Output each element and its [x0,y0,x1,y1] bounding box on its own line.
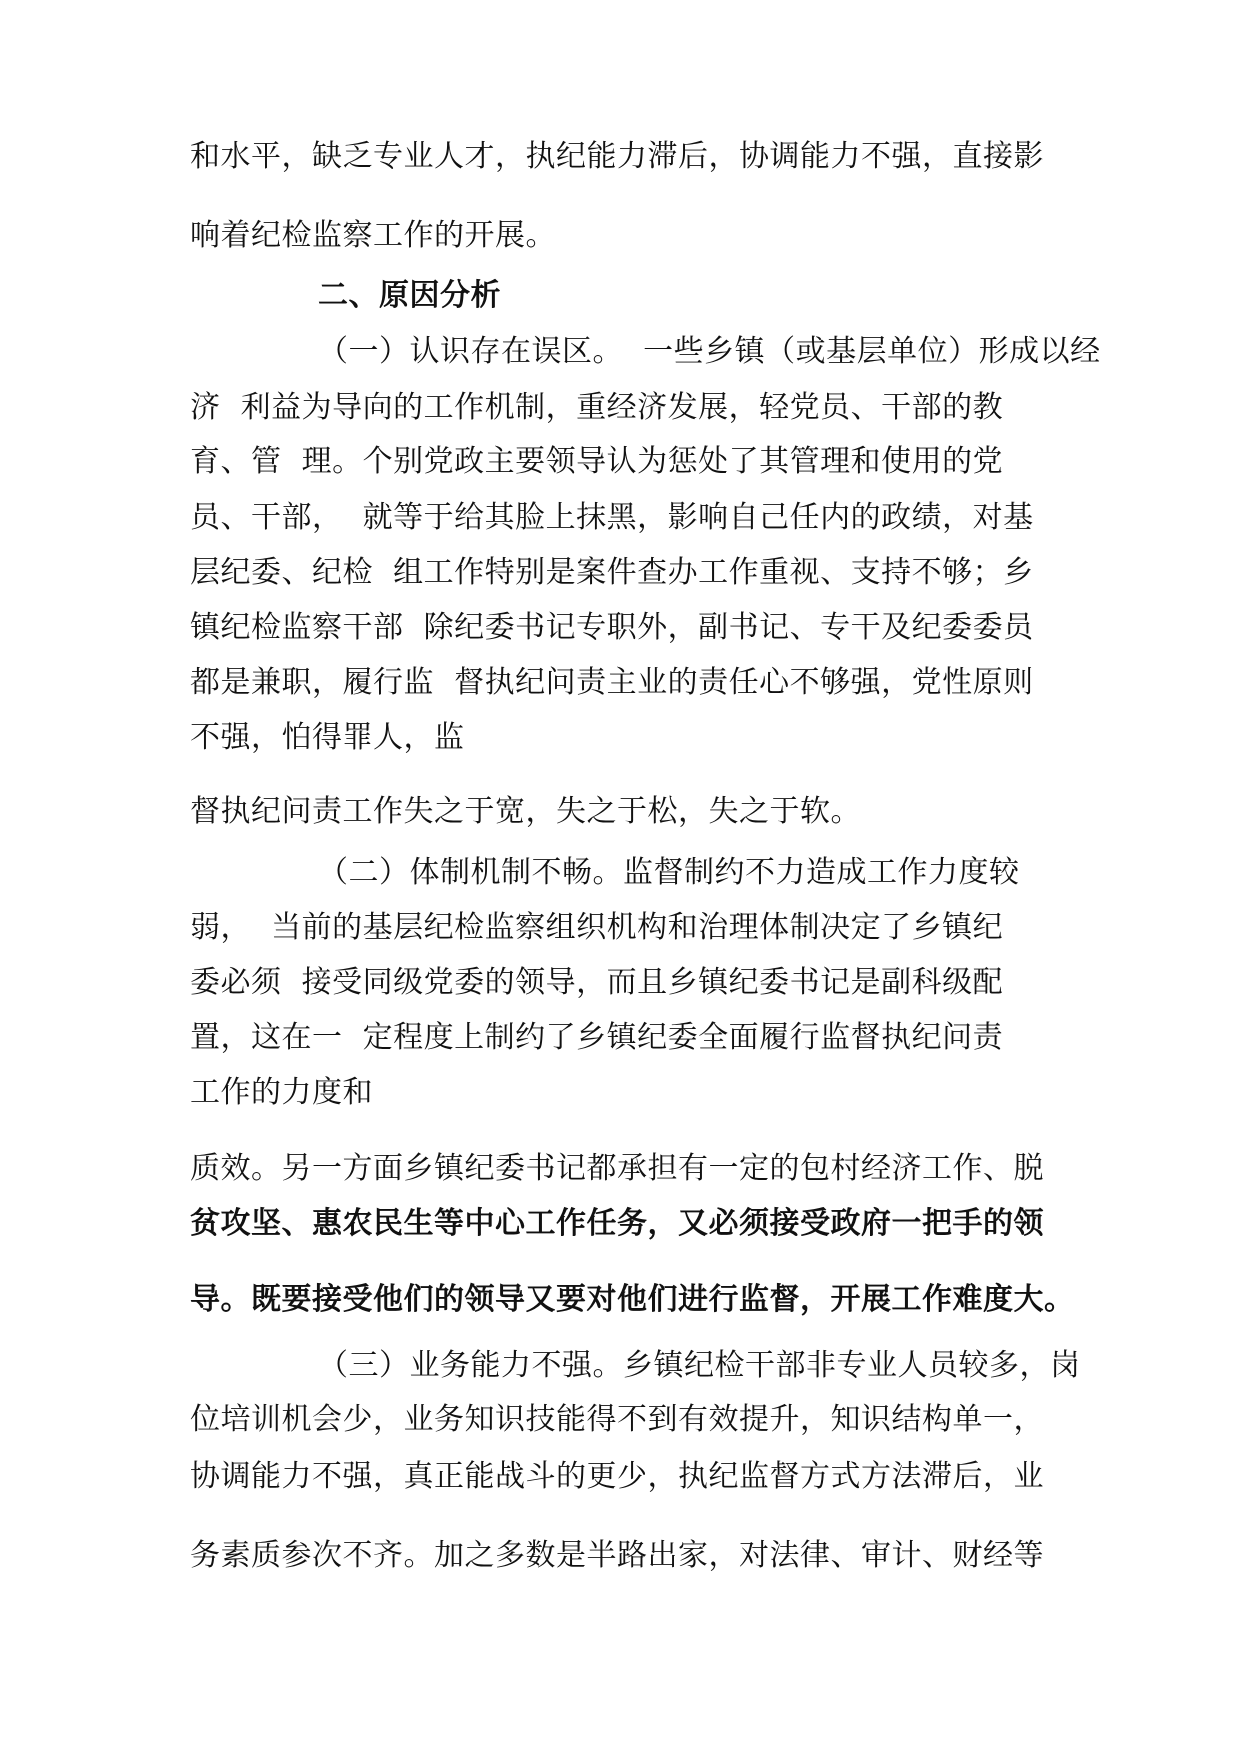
text-line: 协调能力不强，真正能战斗的更少，执纪监督方式方法滞后，业 [190,1459,1044,1494]
section-heading: 二、原因分析 [318,278,501,313]
text-line: 响着纪检监察工作的开展。 [190,218,556,253]
text-line: 置，这在一 定程度上制约了乡镇纪委全面履行监督执纪问责 [190,1020,1004,1055]
text-line: 镇纪检监察干部 除纪委书记专职外，副书记、专干及纪委委员 [190,610,1034,645]
text-line: （二）体制机制不畅。监督制约不力造成工作力度较 [318,855,1020,890]
text-line: 弱， 当前的基层纪检监察组织机构和治理体制决定了乡镇纪 [190,910,1004,945]
text-line: 育、管 理。个别党政主要领导认为惩处了其管理和使用的党 [190,444,1004,479]
text-line: 员、干部， 就等于给其脸上抹黑，影响自己任内的政绩，对基 [190,500,1034,535]
text-line: 委必须 接受同级党委的领导，而且乡镇纪委书记是副科级配 [190,965,1004,1000]
text-line: 位培训机会少，业务知识技能得不到有效提升，知识结构单一， [190,1402,1044,1437]
text-line: 工作的力度和 [190,1075,373,1110]
text-line: 督执纪问责工作失之于宽，失之于松，失之于软。 [190,794,861,829]
text-line: 济 利益为导向的工作机制，重经济发展，轻党员、干部的教 [190,390,1004,425]
text-line: 都是兼职，履行监 督执纪问责主业的责任心不够强，党性原则 [190,665,1034,700]
text-line-bold: 贫攻坚、惠农民生等中心工作任务，又必须接受政府一把手的领 [190,1206,1044,1241]
text-line: 质效。另一方面乡镇纪委书记都承担有一定的包村经济工作、脱 [190,1151,1044,1186]
text-line: （三）业务能力不强。乡镇纪检干部非专业人员较多，岗 [318,1348,1081,1383]
text-line: （一）认识存在误区。 一些乡镇（或基层单位）形成以经 [318,334,1101,369]
text-line: 不强，怕得罪人，监 [190,720,465,755]
text-line: 层纪委、纪检 组工作特别是案件查办工作重视、支持不够；乡 [190,555,1034,590]
text-line: 务素质参次不齐。加之多数是半路出家，对法律、审计、财经等 [190,1538,1044,1573]
text-line-bold: 导。既要接受他们的领导又要对他们进行监督，开展工作难度大。 [190,1282,1075,1317]
text-line: 和水平，缺乏专业人才，执纪能力滞后，协调能力不强，直接影 [190,139,1044,174]
